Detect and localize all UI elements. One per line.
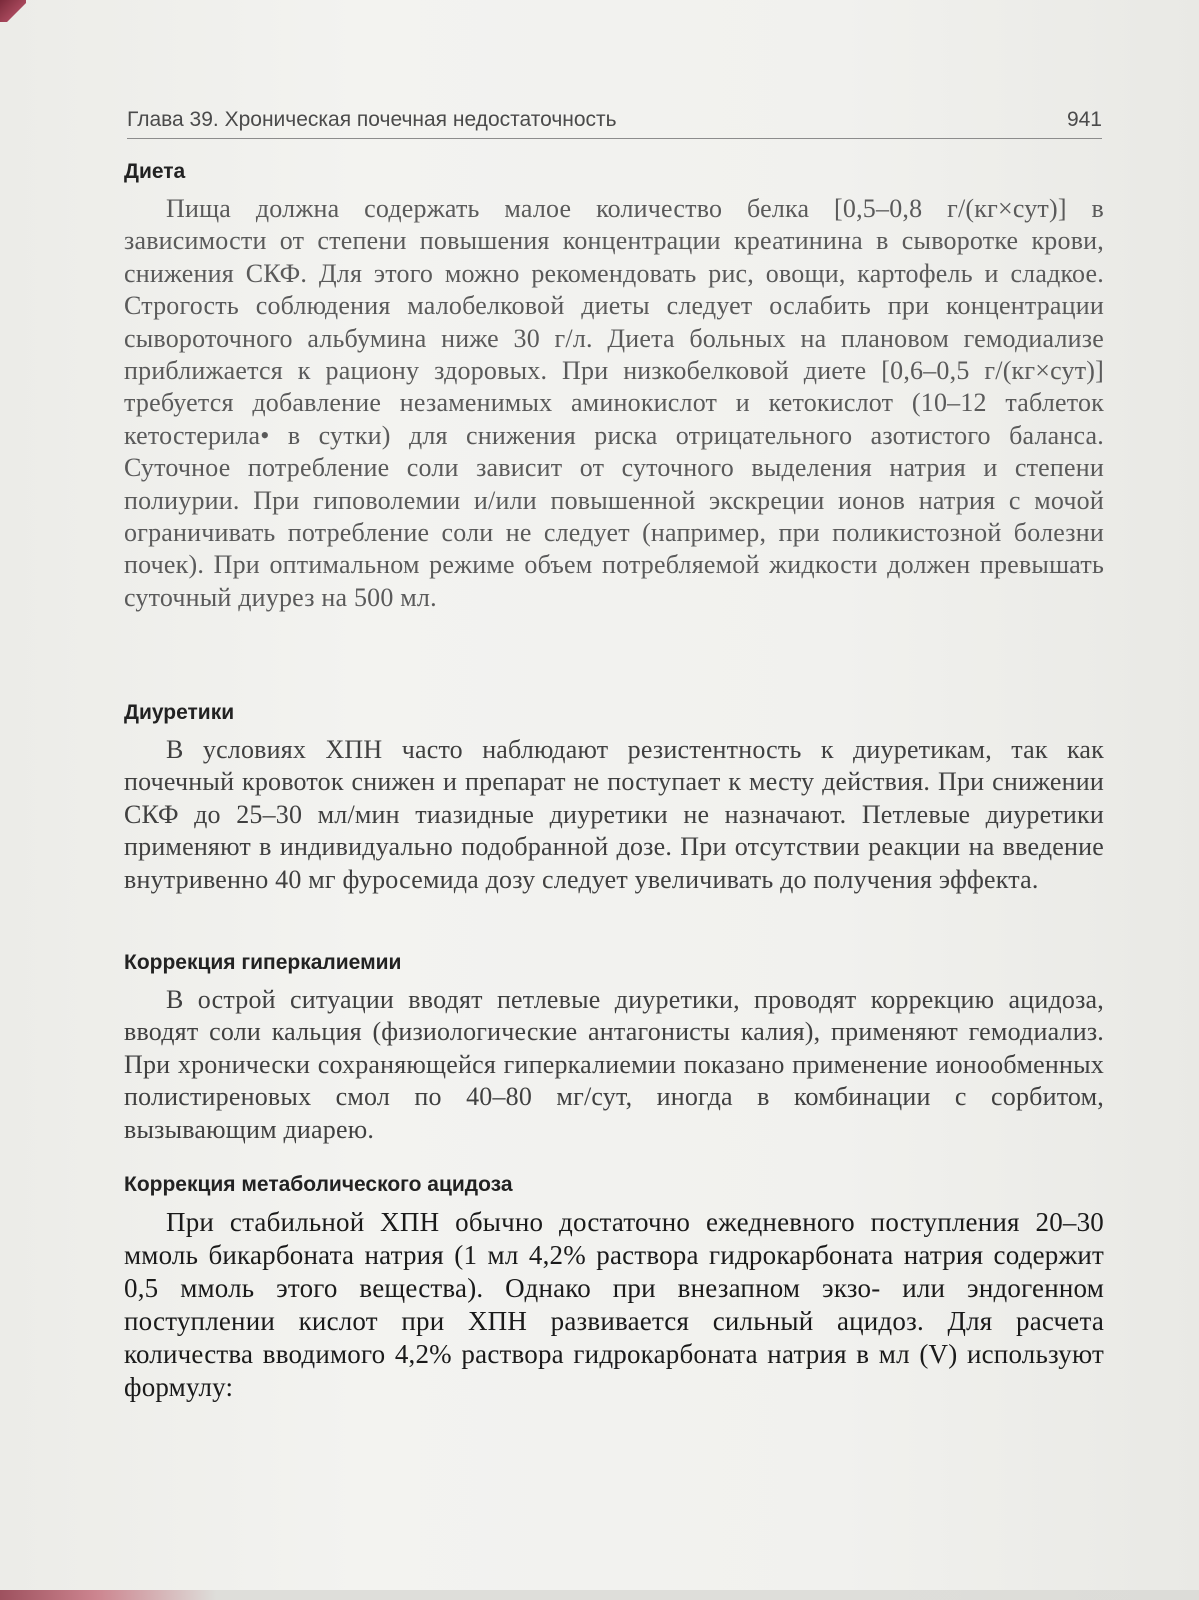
page-number: 941 <box>1066 108 1102 131</box>
section-diuretics <box>124 701 1104 896</box>
section-paragraph: При стабильной ХПН обычно достаточно ежедневного поступления 20–30 ммоль бикарбоната натрия (1 мл 4,2% раствора гидрокарбоната натрия содержит 0,5 ммоль этого вещества). Однако при внезапном экзо- или эндогенном поступлении кислот при ХПН развивается сильный ацидоз. Для расчета количества вводимого 4,2% раствора гидрокарбоната натрия в мл (V) используют формулу: <box>124 1207 1104 1402</box>
section-paragraph: В острой ситуации вводят петлевые диуретики, проводят коррекцию ацидоза, вводят соли кальция (физиологические антагонисты калия), применяют гемодиализ. При хронически сохраняющейся гиперкалиемии показано применение ионообменных полистиреновых смол по 40–80 мг/сут, иногда в комбинации с сорбитом, вызывающим диарею. <box>124 985 1104 1144</box>
section-heading: Коррекция гиперкалиемии <box>124 951 402 974</box>
running-head <box>127 104 1102 139</box>
page-edge-mark <box>0 0 26 22</box>
section-heading: Коррекция метаболического ацидоза <box>124 1173 513 1196</box>
chapter-title: Глава 39. Хроническая почечная недостаточность <box>127 108 617 131</box>
section-paragraph: Пища должна содержать малое количество белка [0,5–0,8 г/(кг×сут)] в зависимости от степени повышения концентрации креатинина в сыворотке крови, снижения СКФ. Для этого можно рекомендовать рис, овощи, картофель и сладкое. Строгость соблюдения малобелковой диеты следует ослабить при концентрации сывороточного альбумина ниже 30 г/л. Диета больных на плановом гемодиализе приближается к рациону здоровых. При низкобелковой диете [0,6–0,5 г/(кг×сут)] требуется добавление незаменимых аминокислот и кетокислот (10–12 таблеток кетостерила• в сутки) для снижения риска отрицательного азотистого баланса. Суточное потребление соли зависит от суточного выделения натрия и степени полиурии. При гиповолемии и/или повышенной экскреции ионов натрия с мочой ограничивать потребление соли не следует (например, при поликистозной болезни почек). При оптимальном режиме объем потребляемой жидкости должен превышать суточный диурез на 500 мл. <box>124 194 1104 612</box>
page-edge-shadow <box>0 1590 1199 1600</box>
section-hyperkalemia <box>124 951 1104 1146</box>
section-metabolic-acidosis <box>124 1173 1104 1404</box>
section-heading: Диуретики <box>124 701 235 724</box>
section-diet <box>124 160 1104 614</box>
section-heading: Диета <box>124 160 186 183</box>
section-paragraph: В условиях ХПН часто наблюдают резистентность к диуретикам, так как почечный кровоток снижен и препарат не поступает к месту действия. При снижении СКФ до 25–30 мл/мин тиазидные диуретики не назначают. Петлевые диуретики применяют в индивидуально подобранной дозе. При отсутствии реакции на введение внутривенно 40 мг фуросемида дозу следует увеличивать до получения эффекта. <box>124 735 1104 894</box>
